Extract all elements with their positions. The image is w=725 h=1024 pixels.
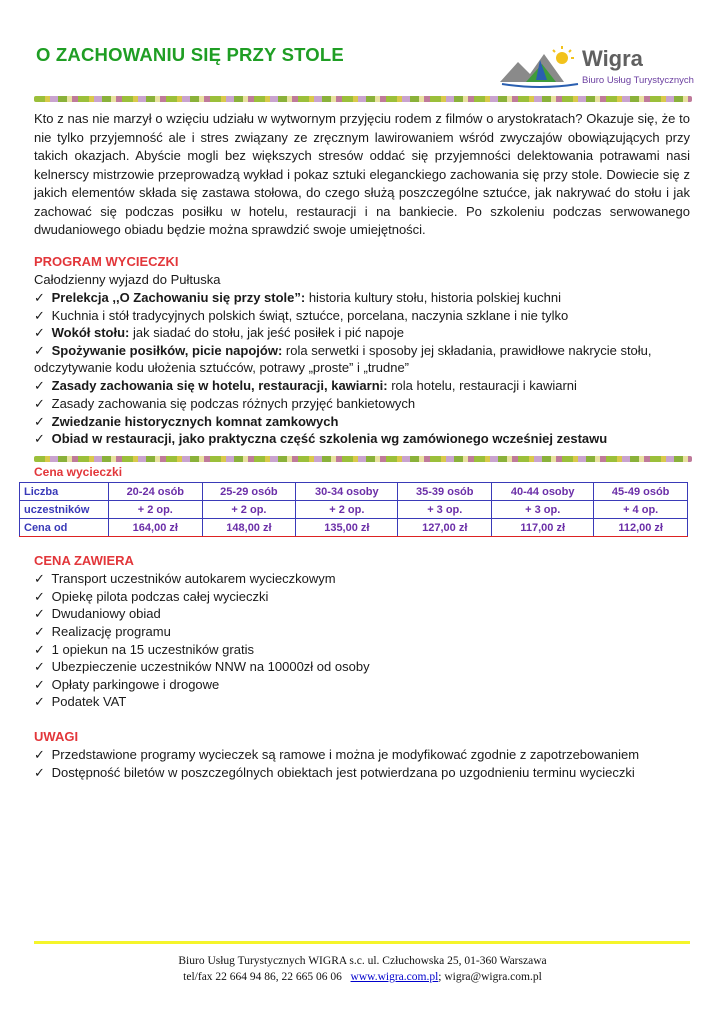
table-cell: 127,00 zł [398, 519, 492, 537]
checkmark-icon: ✓ [34, 765, 45, 780]
table-cell: 40-44 osoby [492, 483, 594, 501]
checkmark-icon: ✓ [34, 308, 45, 323]
list-item: ✓ Opiekę pilota podczas całej wycieczki [34, 589, 269, 604]
table-cell: 148,00 zł [202, 519, 296, 537]
checkmark-icon: ✓ [34, 431, 45, 446]
table-cell: Liczba [20, 483, 109, 501]
list-item: ✓ Podatek VAT [34, 694, 127, 709]
table-cell: 112,00 zł [594, 519, 688, 537]
checkmark-icon: ✓ [34, 414, 45, 429]
logo-wordmark: Wigra [582, 46, 643, 71]
footer-phone: tel/fax 22 664 94 86, 22 665 06 06 [183, 971, 342, 983]
list-item: ✓ 1 opiekun na 15 uczestników gratis [34, 642, 254, 657]
list-item: ✓ Dostępność biletów w poszczególnych obiektach jest potwierdzana po uzgodnieniu terminu wycieczki [34, 765, 635, 780]
list-item: ✓ Realizację programu [34, 624, 171, 639]
program-item: ✓ Spożywanie posiłków, picie napojów: rola serwetki i sposoby jej składania, prawidłowe nakrycie stołu, [34, 343, 652, 358]
list-item: ✓ Dwudaniowy obiad [34, 606, 161, 621]
footer [100, 953, 625, 985]
program-item-continuation: odczytywanie kodu ułożenia sztućców, potrawy „proste” i „trudne” [34, 360, 410, 375]
table-cell: 35-39 osób [398, 483, 492, 501]
footer-email: ; wigra@wigra.com.pl [438, 971, 542, 983]
list-item: ✓ Przedstawione programy wycieczek są ramowe i można je modyfikować zgodnie z zapotrzebowaniem [34, 747, 640, 762]
company-logo [500, 44, 695, 90]
table-cell: 20-24 osób [109, 483, 203, 501]
checkmark-icon: ✓ [34, 325, 45, 340]
table-cell: 30-34 osoby [296, 483, 398, 501]
includes-heading: CENA ZAWIERA [34, 553, 134, 568]
checkmark-icon: ✓ [34, 378, 45, 393]
program-item: ✓ Wokół stołu: jak siadać do stołu, jak jeść posiłek i pić napoje [34, 325, 404, 340]
table-row [20, 519, 688, 537]
checkmark-icon: ✓ [34, 694, 45, 709]
program-item: ✓ Zasady zachowania się w hotelu, restauracji, kawiarni: rola hotelu, restauracji i kawiarni [34, 378, 577, 393]
checkmark-icon: ✓ [34, 571, 45, 586]
logo-subtitle: Biuro Usług Turystycznych [582, 75, 694, 86]
table-cell: 164,00 zł [109, 519, 203, 537]
checkmark-icon: ✓ [34, 343, 45, 358]
program-item: ✓ Zwiedzanie historycznych komnat zamkowych [34, 414, 339, 429]
checkmark-icon: ✓ [34, 396, 45, 411]
checkmark-icon: ✓ [34, 290, 45, 305]
intro-paragraph: Kto z nas nie marzył o wzięciu udziału w wytwornym przyjęciu rodem z filmów o arystokratach? Okazuje się, że to nie tylko przyjemność ale i stres związany ze zręcznym lawirowaniem wśród zwyczajów obowiązujących przy takich okazjach. Abyście mogli bez większych stresów oddać się przyjemności delektowania potrawami nasi kelnerscy mistrzowie przeprowadzą wykład i pokaz sztuki eleganckiego zachowania się przy stole. Dowiecie się z jakich elementów składa się zastawa stołowa, do czego służą poszczególne sztućce, jak nakrywać do stołu i jak zachować się podczas posiłku w hotelu, restauracji i na bankiecie. Po szkoleniu podczas serwowanego dwudaniowego obiadu będzie można sprawdzić swoje umiejętności. [34, 111, 690, 237]
table-cell: + 2 op. [109, 501, 203, 519]
checkmark-icon: ✓ [34, 642, 45, 657]
footer-divider [34, 941, 690, 944]
website-link[interactable]: www.wigra.com.pl [350, 971, 439, 983]
table-cell: 45-49 osób [594, 483, 688, 501]
decorative-divider [34, 96, 692, 102]
footer-address: Biuro Usług Turystycznych WIGRA s.c. ul. Człuchowska 25, 01-360 Warszawa [178, 955, 547, 967]
checkmark-icon: ✓ [34, 624, 45, 639]
divider [19, 536, 688, 537]
table-cell: 117,00 zł [492, 519, 594, 537]
page-title: O ZACHOWANIU SIĘ PRZY STOLE [36, 44, 344, 65]
table-cell: + 4 op. [594, 501, 688, 519]
checkmark-icon: ✓ [34, 606, 45, 621]
table-cell: + 3 op. [398, 501, 492, 519]
program-item: ✓ Prelekcja ,,O Zachowaniu się przy stole”: historia kultury stołu, historia polskiej kuchni [34, 290, 561, 305]
table-cell: + 2 op. [296, 501, 398, 519]
table-row [20, 501, 688, 519]
table-cell: + 2 op. [202, 501, 296, 519]
program-item: ✓ Kuchnia i stół tradycyjnych polskich świąt, sztućce, porcelana, naczynia szklane i nie tylko [34, 308, 569, 323]
program-item: ✓ Zasady zachowania się podczas różnych przyjęć bankietowych [34, 396, 416, 411]
list-item: ✓ Ubezpieczenie uczestników NNW na 10000zł od osoby [34, 659, 370, 674]
notes-heading: UWAGI [34, 729, 79, 744]
checkmark-icon: ✓ [34, 589, 45, 604]
decorative-divider [34, 456, 692, 462]
price-table [19, 482, 688, 537]
checkmark-icon: ✓ [34, 747, 45, 762]
program-subtitle: Całodzienny wyjazd do Pułtuska [34, 272, 221, 287]
program-heading: PROGRAM WYCIECZKI [34, 254, 179, 269]
table-cell: + 3 op. [492, 501, 594, 519]
table-row [20, 483, 688, 501]
table-cell: Cena od [20, 519, 109, 537]
program-item: ✓ Obiad w restauracji, jako praktyczna część szkolenia wg zamówionego wcześniej zestawu [34, 431, 608, 446]
checkmark-icon: ✓ [34, 677, 45, 692]
table-cell: 25-29 osób [202, 483, 296, 501]
list-item: ✓ Transport uczestników autokarem wycieczkowym [34, 571, 336, 586]
mountains-sailboat-icon [500, 44, 580, 90]
footer-contact [100, 969, 625, 985]
table-cell: uczestników [20, 501, 109, 519]
checkmark-icon: ✓ [34, 659, 45, 674]
list-item: ✓ Opłaty parkingowe i drogowe [34, 677, 220, 692]
price-heading: Cena wycieczki [34, 465, 123, 479]
table-cell: 135,00 zł [296, 519, 398, 537]
